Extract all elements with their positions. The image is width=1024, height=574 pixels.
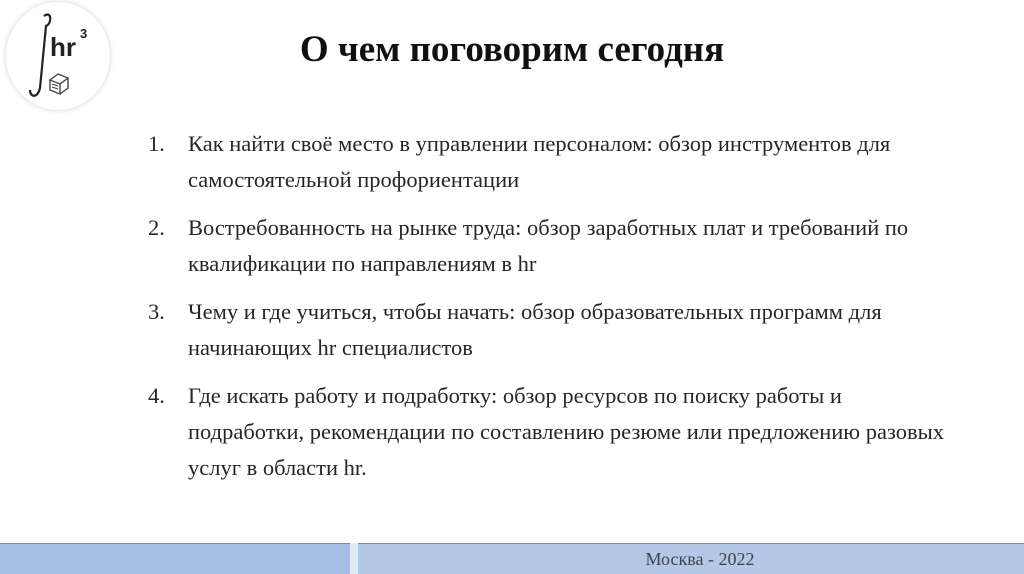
cube-icon bbox=[50, 74, 68, 94]
agenda-item-text: Где искать работу и подработку: обзор ресурсов по поиску работы и подработки, рекомендации по составлению резюме или предложению разовых услуг в области hr. bbox=[188, 383, 944, 480]
agenda-item bbox=[148, 294, 948, 366]
agenda-item bbox=[148, 378, 948, 486]
agenda-item-number: 3. bbox=[148, 299, 165, 324]
agenda-list bbox=[148, 126, 948, 498]
slide-title: О чем поговорим сегодня bbox=[299, 29, 725, 70]
logo-text: hr bbox=[50, 32, 76, 62]
agenda-item-number: 4. bbox=[148, 383, 165, 408]
agenda-item-text: Востребованность на рынке труда: обзор заработных плат и требований по квалификации по направлениям в hr bbox=[188, 215, 909, 276]
agenda-item-text: Чему и где учиться, чтобы начать: обзор образовательных программ для начинающих hr специалистов bbox=[188, 299, 882, 360]
agenda-item bbox=[148, 126, 948, 198]
footer-left-band bbox=[0, 543, 350, 574]
agenda-item-number: 2. bbox=[148, 215, 165, 240]
agenda-item-text: Как найти своё место в управлении персоналом: обзор инструментов для самостоятельной профориентации bbox=[188, 131, 891, 192]
agenda-item bbox=[148, 210, 948, 282]
footer-location-year: Москва - 2022 bbox=[645, 549, 755, 569]
agenda-item-number: 1. bbox=[148, 131, 165, 156]
logo-superscript: 3 bbox=[80, 26, 88, 41]
